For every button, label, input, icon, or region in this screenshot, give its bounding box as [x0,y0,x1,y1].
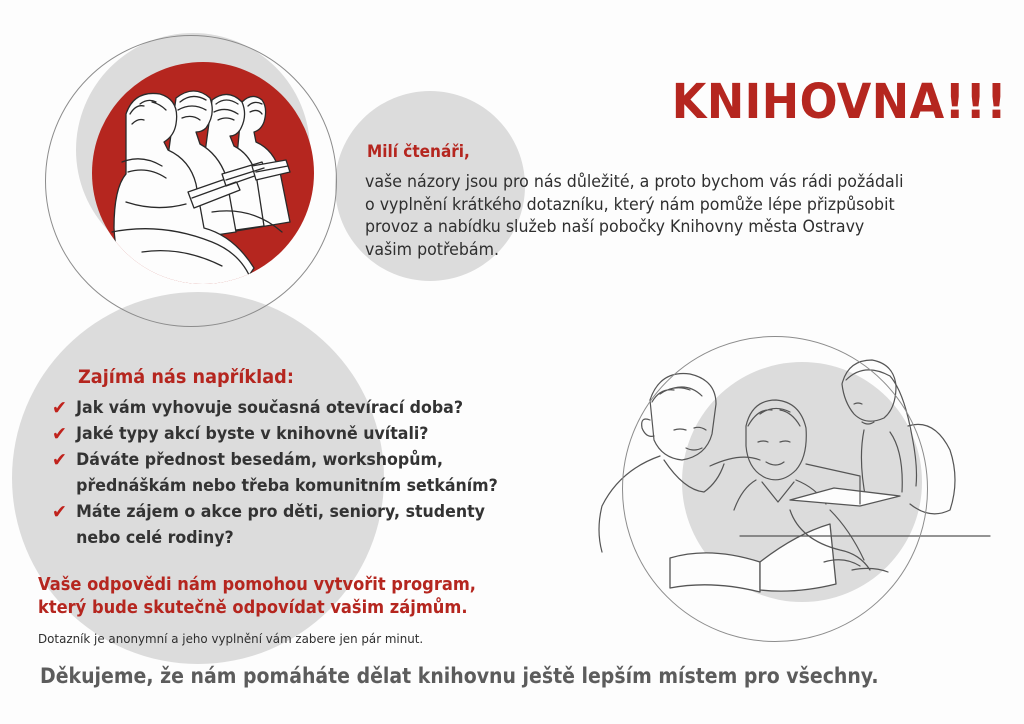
decor-ring-top-left [45,35,337,327]
question-line: Máte zájem o akce pro děti, seniory, studenty [76,502,485,522]
question-line: nebo celé rodiny? [76,528,234,548]
question-line: Jak vám vyhovuje současná otevírací doba? [76,398,464,418]
question-line: Dáváte přednost besedám, workshopům, [76,450,443,470]
check-mark-icon: ✔ [52,501,67,523]
intro-line: o vyplnění krátkého dotazníku, který nám pomůže lépe přizpůsobit [365,194,895,215]
greeting-heading: Milí čtenáři, [367,142,470,162]
intro-line: provoz a nabídku služeb naší pobočky Knihovny města Ostravy [365,217,865,237]
decor-ring-bottom-right [622,336,928,642]
page-title: KNIHOVNA!!! [671,74,1008,130]
check-mark-icon: ✔ [52,449,67,471]
closing-statement [38,574,559,620]
question-line: přednáškám nebo třeba komunitním setkáním? [76,476,498,496]
question-item [52,499,536,551]
closing-line: který bude skutečně odpovídat vašim zájmům. [38,598,468,618]
anonymity-note: Dotazník je anonymní a jeho vyplnění vám zabere jen pár minut. [38,631,424,646]
closing-line: Vaše odpovědi nám pomohou vytvořit program, [38,575,476,595]
check-mark-icon: ✔ [52,397,67,419]
question-item [52,395,536,421]
intro-line: vaše názory jsou pro nás důležité, a proto bychom vás rádi požádali [365,172,904,192]
question-item [52,447,536,499]
intro-line: vašim potřebám. [365,239,500,260]
question-item [52,421,536,447]
questions-heading: Zajímá nás například: [78,366,294,388]
question-line: Jaké typy akcí byste v knihovně uvítali? [76,424,429,444]
check-mark-icon: ✔ [52,423,67,445]
intro-paragraph [365,171,960,261]
questions-list [52,395,536,551]
thank-you-footer: Děkujeme, že nám pomáháte dělat knihovnu ještě lepším místem pro všechny. [40,664,879,688]
